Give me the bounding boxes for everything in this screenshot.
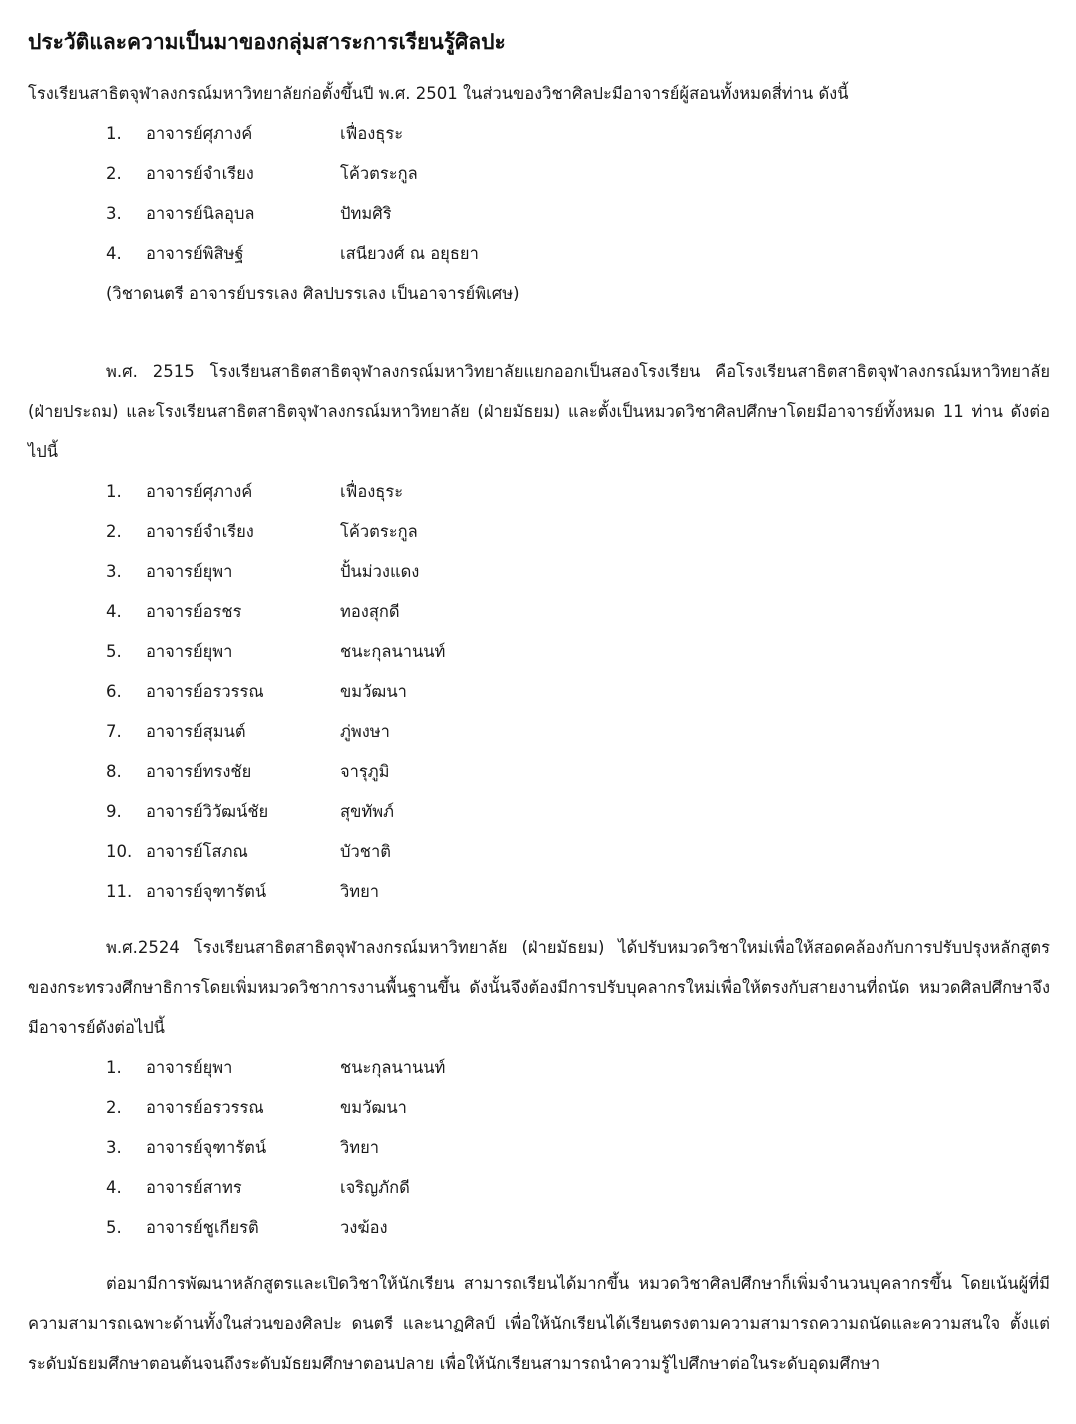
teacher-list-item	[28, 552, 1050, 592]
teacher-name: อาจารย์สุมนต์	[146, 722, 246, 741]
teacher-name: อาจารย์สาทร	[146, 1178, 242, 1197]
teacher-name: อาจารย์ศุภางค์	[146, 124, 253, 143]
list-number: 1.	[106, 482, 122, 501]
teacher-surname: ทองสุกดี	[340, 602, 400, 621]
teacher-name: อาจารย์ชูเกียรติ	[146, 1218, 259, 1237]
list-number: 2.	[106, 1098, 122, 1117]
teacher-surname: วิทยา	[340, 1138, 380, 1157]
paragraph-later-development: ต่อมามีการพัฒนาหลักสูตรและเปิดวิชาให้นักเรียน สามารถเรียนได้มากขึ้น หมวดวิชาศิลปศึกษาก็เพิ่มจำนวนบุคลากรขึ้น โดยเน้นผู้ที่มีความสามารถเฉพาะด้านทั้งในส่วนของศิลปะ ดนตรี และนาฏศิลป์ เพื่อให้นักเรียนได้เรียนตรงตามความสามารถความถนัดและความสนใจ ตั้งแต่ระดับมัธยมศึกษาตอนต้นจนถึงระดับมัธยมศึกษาตอนปลาย เพื่อให้นักเรียนสามารถนำความรู้ไปศึกษาต่อในระดับอุดมศึกษา	[28, 1274, 1050, 1373]
teacher-name: อาจารย์จุฑารัตน์	[146, 1138, 267, 1157]
list-number: 9.	[106, 802, 122, 821]
teacher-list-item	[28, 832, 1050, 872]
teacher-name: อาจารย์ยุพา	[146, 642, 233, 661]
paragraph-2515: พ.ศ. 2515 โรงเรียนสาธิตสาธิตจุฬาลงกรณ์มหาวิทยาลัยแยกออกเป็นสองโรงเรียน คือโรงเรียนสาธิตสาธิตจุฬาลงกรณ์มหาวิทยาลัย (ฝ่ายประถม) และโรงเรียนสาธิตสาธิตจุฬาลงกรณ์มหาวิทยาลัย (ฝ่ายมัธยม) และตั้งเป็นหมวดวิชาศิลปศึกษาโดยมีอาจารย์ทั้งหมด 11 ท่าน ดังต่อไปนี้	[28, 362, 1050, 461]
list-number: 4.	[106, 602, 122, 621]
teacher-name: อาจารย์ยุพา	[146, 562, 233, 581]
teacher-surname: เฟื่องธุระ	[340, 124, 404, 143]
teacher-list-item	[28, 1208, 1050, 1248]
teacher-name: อาจารย์นิลอุบล	[146, 204, 255, 223]
teacher-list-item	[28, 752, 1050, 792]
teacher-name: อาจารย์ยุพา	[146, 1058, 233, 1077]
teacher-surname: ชนะกุลนานนท์	[340, 1058, 446, 1077]
teacher-list-item	[28, 512, 1050, 552]
teacher-name: อาจารย์จำเรียง	[146, 522, 254, 541]
list-number: 3.	[106, 1138, 122, 1157]
teacher-list-2501	[28, 114, 1050, 274]
page-title: ประวัติและความเป็นมาของกลุ่มสาระการเรียนรู้ศิลปะ	[28, 30, 506, 54]
list-number: 4.	[106, 1178, 122, 1197]
teacher-list-item	[28, 672, 1050, 712]
intro-paragraph: โรงเรียนสาธิตจุฬาลงกรณ์มหาวิทยาลัยก่อตั้งขึ้นปี พ.ศ. 2501 ในส่วนของวิชาศิลปะมีอาจารย์ผู้สอนทั้งหมดสี่ท่าน ดังนี้	[28, 84, 849, 103]
list-number: 5.	[106, 1218, 122, 1237]
teacher-surname: สุขทัพภ์	[340, 802, 394, 821]
teacher-surname: โค้วตระกูล	[340, 522, 418, 541]
list-number: 3.	[106, 562, 122, 581]
teacher-surname: เสนียวงศ์ ณ อยุธยา	[340, 244, 479, 263]
list-number: 7.	[106, 722, 122, 741]
paragraph-gap	[28, 314, 1050, 336]
teacher-list-item	[28, 1168, 1050, 1208]
teacher-surname: จารุภูมิ	[340, 762, 390, 781]
teacher-name: อาจารย์พิสิษฐ์	[146, 244, 244, 263]
teacher-surname: เฟื่องธุระ	[340, 482, 404, 501]
teacher-list-item	[28, 1048, 1050, 1088]
teacher-surname: บัวชาติ	[340, 842, 391, 861]
teacher-surname: ปัทมศิริ	[340, 204, 392, 223]
teacher-surname: ภู่พงษา	[340, 722, 390, 741]
teacher-list-item	[28, 1088, 1050, 1128]
teacher-surname: ขมวัฒนา	[340, 1098, 407, 1117]
list-number: 3.	[106, 204, 122, 223]
teacher-list-item	[28, 234, 1050, 274]
teacher-list-item	[28, 1128, 1050, 1168]
paragraph-2524: พ.ศ.2524 โรงเรียนสาธิตสาธิตจุฬาลงกรณ์มหาวิทยาลัย (ฝ่ายมัธยม) ได้ปรับหมวดวิชาใหม่เพื่อให้สอดคล้องกับการปรับปรุงหลักสูตรของกระทรวงศึกษาธิการโดยเพิ่มหมวดวิชาการงานพื้นฐานขึ้น ดังนั้นจึงต้องมีการปรับบุคลากรใหม่เพื่อให้ตรงกับสายงานที่ถนัด หมวดศิลปศึกษาจึงมีอาจารย์ดังต่อไปนี้	[28, 938, 1050, 1037]
list-number: 10.	[106, 842, 133, 861]
list-number: 1.	[106, 1058, 122, 1077]
teacher-list-2524	[28, 1048, 1050, 1248]
teacher-surname: ปั้นม่วงแดง	[340, 562, 420, 581]
list-number: 5.	[106, 642, 122, 661]
teacher-name: อาจารย์โสภณ	[146, 842, 248, 861]
teacher-name: อาจารย์ศุภางค์	[146, 482, 253, 501]
teacher-list-item	[28, 472, 1050, 512]
teacher-list-item	[28, 872, 1050, 912]
teacher-surname: วิทยา	[340, 882, 380, 901]
teacher-list-item	[28, 194, 1050, 234]
teacher-list-item	[28, 114, 1050, 154]
list-number: 1.	[106, 124, 122, 143]
list-number: 4.	[106, 244, 122, 263]
teacher-name: อาจารย์อรวรรณ	[146, 682, 264, 701]
teacher-name: อาจารย์อรชร	[146, 602, 242, 621]
teacher-surname: เจริญภักดี	[340, 1178, 410, 1197]
teacher-surname: วงฆ้อง	[340, 1218, 388, 1237]
teacher-list-item	[28, 792, 1050, 832]
teacher-name: อาจารย์จำเรียง	[146, 164, 254, 183]
teacher-list-item	[28, 592, 1050, 632]
teacher-name: อาจารย์อรวรรณ	[146, 1098, 264, 1117]
teacher-list-2515	[28, 472, 1050, 912]
teacher-name: อาจารย์จุฑารัตน์	[146, 882, 267, 901]
list-number: 6.	[106, 682, 122, 701]
teacher-list-item	[28, 632, 1050, 672]
teacher-list-item	[28, 712, 1050, 752]
teacher-surname: ขมวัฒนา	[340, 682, 407, 701]
list-number: 2.	[106, 522, 122, 541]
list-number: 2.	[106, 164, 122, 183]
list-number: 11.	[106, 882, 133, 901]
teacher-surname: ชนะกุลนานนท์	[340, 642, 446, 661]
list-number: 8.	[106, 762, 122, 781]
teacher-name: อาจารย์ทรงชัย	[146, 762, 252, 781]
document-page	[28, 24, 1050, 1384]
teacher-surname: โค้วตระกูล	[340, 164, 418, 183]
teacher-list-item	[28, 154, 1050, 194]
music-teacher-note: (วิชาดนตรี อาจารย์บรรเลง ศิลปบรรเลง เป็นอาจารย์พิเศษ)	[106, 284, 520, 303]
teacher-name: อาจารย์วิวัฒน์ชัย	[146, 802, 269, 821]
